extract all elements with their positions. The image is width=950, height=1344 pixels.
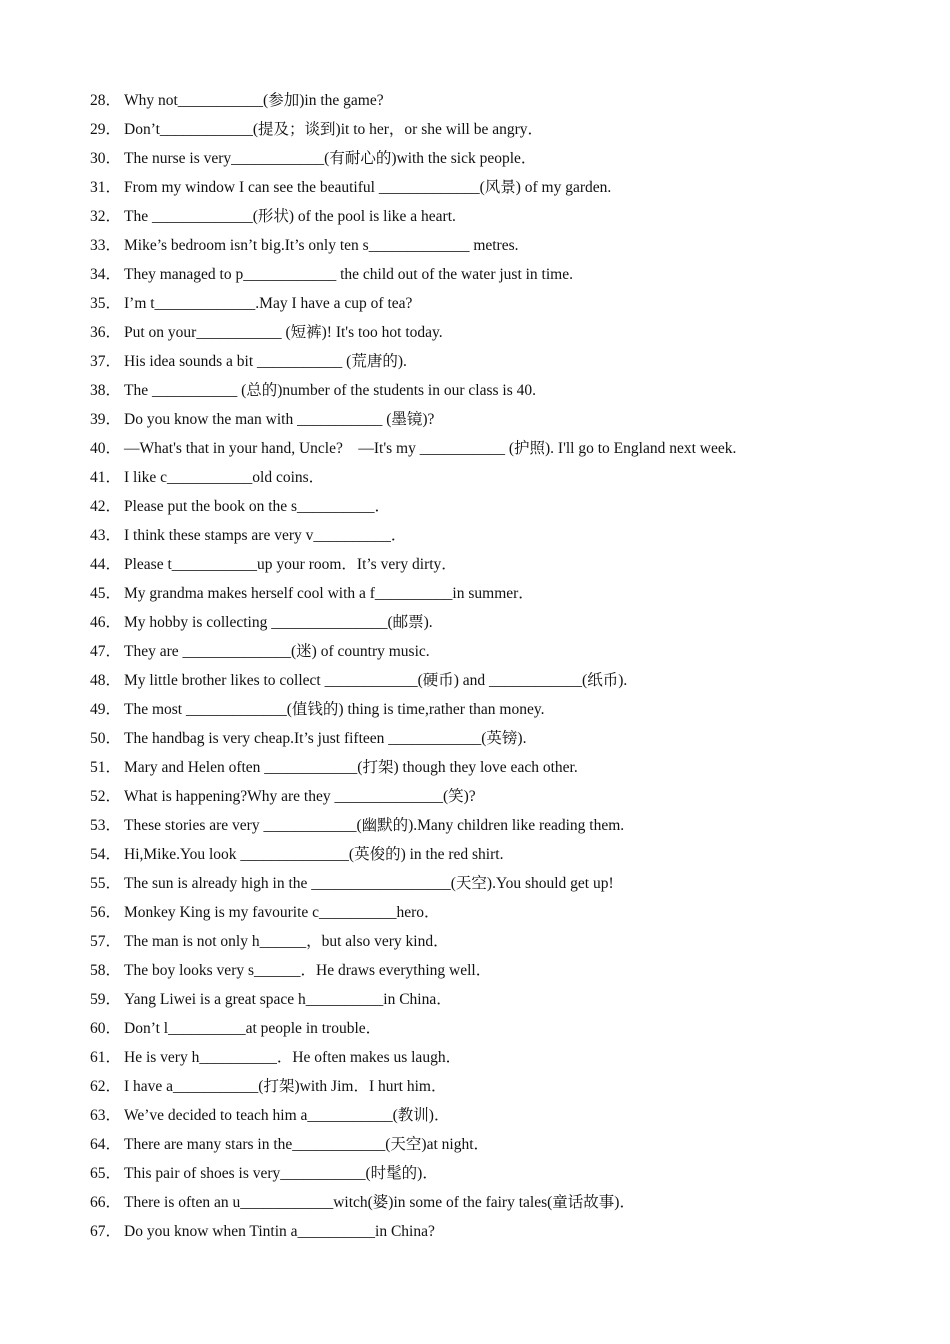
question-item bbox=[90, 987, 890, 1016]
question-text: Yang Liwei is a great space h__________in China． bbox=[124, 991, 452, 1008]
question-number: 47． bbox=[90, 643, 122, 660]
question-text: Mike’s bedroom isn’t big.It’s only ten s_____________ metres. bbox=[124, 237, 519, 254]
question-item bbox=[90, 494, 890, 523]
question-item bbox=[90, 668, 890, 697]
question-item bbox=[90, 1132, 890, 1161]
question-text: Don’t l__________at people in trouble． bbox=[124, 1020, 382, 1037]
question-number: 34． bbox=[90, 266, 122, 283]
question-text: This pair of shoes is very___________(时髦的)． bbox=[124, 1165, 438, 1182]
question-item bbox=[90, 117, 890, 146]
question-item bbox=[90, 842, 890, 871]
question-text: Do you know the man with ___________ (墨镜)? bbox=[124, 411, 435, 428]
question-text: Mary and Helen often ____________(打架) though they love each other. bbox=[124, 759, 578, 776]
question-item bbox=[90, 320, 890, 349]
question-number: 62． bbox=[90, 1078, 122, 1095]
question-number: 43． bbox=[90, 527, 122, 544]
question-number: 28． bbox=[90, 92, 122, 109]
question-item bbox=[90, 1219, 890, 1248]
question-number: 31． bbox=[90, 179, 122, 196]
question-number: 51． bbox=[90, 759, 122, 776]
question-number: 56． bbox=[90, 904, 122, 921]
question-text: Please t___________up your room．It’s very dirty． bbox=[124, 556, 457, 573]
question-item bbox=[90, 1074, 890, 1103]
question-number: 35． bbox=[90, 295, 122, 312]
question-text: The nurse is very____________(有耐心的)with the sick people． bbox=[124, 150, 537, 167]
question-item bbox=[90, 1190, 890, 1219]
question-number: 54． bbox=[90, 846, 122, 863]
question-item bbox=[90, 465, 890, 494]
question-text: I like c___________old coins． bbox=[124, 469, 325, 486]
question-item bbox=[90, 378, 890, 407]
question-item bbox=[90, 929, 890, 958]
question-text: Don’t____________(提及；谈到)it to her，or she will be angry． bbox=[124, 121, 544, 138]
question-item bbox=[90, 1045, 890, 1074]
question-item bbox=[90, 639, 890, 668]
question-text: —What's that in your hand, Uncle? —It's my ___________ (护照). I'll go to England next week. bbox=[124, 440, 737, 457]
question-number: 52． bbox=[90, 788, 122, 805]
question-item bbox=[90, 1161, 890, 1190]
question-number: 38． bbox=[90, 382, 122, 399]
question-text: Put on your___________ (短裤)! It's too hot today. bbox=[124, 324, 443, 341]
question-item bbox=[90, 233, 890, 262]
question-number: 59． bbox=[90, 991, 122, 1008]
question-text: The boy looks very s______．He draws everything well． bbox=[124, 962, 492, 979]
question-item bbox=[90, 146, 890, 175]
question-number: 40． bbox=[90, 440, 122, 457]
question-item bbox=[90, 349, 890, 378]
question-text: From my window I can see the beautiful _____________(风景) of my garden. bbox=[124, 179, 612, 196]
question-item bbox=[90, 958, 890, 987]
question-item bbox=[90, 581, 890, 610]
question-number: 44． bbox=[90, 556, 122, 573]
question-number: 36． bbox=[90, 324, 122, 341]
question-item bbox=[90, 407, 890, 436]
question-item bbox=[90, 813, 890, 842]
question-text: The handbag is very cheap.It’s just fifteen ____________(英镑). bbox=[124, 730, 527, 747]
question-item bbox=[90, 726, 890, 755]
question-item bbox=[90, 697, 890, 726]
question-text: He is very h__________．He often makes us laugh． bbox=[124, 1049, 462, 1066]
question-number: 32． bbox=[90, 208, 122, 225]
question-number: 42． bbox=[90, 498, 122, 515]
question-item bbox=[90, 291, 890, 320]
question-text: I’m t_____________.May I have a cup of tea? bbox=[124, 295, 413, 312]
question-number: 61． bbox=[90, 1049, 122, 1066]
question-number: 39． bbox=[90, 411, 122, 428]
question-number: 67． bbox=[90, 1223, 122, 1240]
question-text: The ___________ (总的)number of the students in our class is 40. bbox=[124, 382, 536, 399]
question-text: The _____________(形状) of the pool is like a heart. bbox=[124, 208, 456, 225]
question-number: 48． bbox=[90, 672, 122, 689]
question-item bbox=[90, 523, 890, 552]
worksheet-page bbox=[90, 88, 890, 1248]
question-item bbox=[90, 262, 890, 291]
question-text: The man is not only h______，but also very kind． bbox=[124, 933, 449, 950]
question-item bbox=[90, 1016, 890, 1045]
question-number: 60． bbox=[90, 1020, 122, 1037]
question-item bbox=[90, 871, 890, 900]
question-item bbox=[90, 784, 890, 813]
question-item bbox=[90, 175, 890, 204]
question-number: 41． bbox=[90, 469, 122, 486]
question-text: The most _____________(值钱的) thing is time,rather than money. bbox=[124, 701, 545, 718]
question-text: There are many stars in the____________(天空)at night． bbox=[124, 1136, 490, 1153]
question-text: There is often an u____________witch(婆)in some of the fairy tales(童话故事)． bbox=[124, 1194, 635, 1211]
question-number: 57． bbox=[90, 933, 122, 950]
question-item bbox=[90, 88, 890, 117]
question-number: 37． bbox=[90, 353, 122, 370]
question-text: I think these stamps are very v__________． bbox=[124, 527, 407, 544]
question-text: Why not___________(参加)in the game? bbox=[124, 92, 384, 109]
question-number: 53． bbox=[90, 817, 122, 834]
question-number: 65． bbox=[90, 1165, 122, 1182]
question-item bbox=[90, 204, 890, 233]
question-number: 49． bbox=[90, 701, 122, 718]
question-item bbox=[90, 900, 890, 929]
question-number: 45． bbox=[90, 585, 122, 602]
question-text: They are ______________(迷) of country music. bbox=[124, 643, 430, 660]
question-text: Please put the book on the s__________． bbox=[124, 498, 391, 515]
question-number: 50． bbox=[90, 730, 122, 747]
question-text: My hobby is collecting _______________(邮票). bbox=[124, 614, 433, 631]
question-item bbox=[90, 436, 890, 465]
question-text: I have a___________(打架)with Jim．I hurt him． bbox=[124, 1078, 447, 1095]
question-text: Monkey King is my favourite c__________hero． bbox=[124, 904, 440, 921]
question-number: 29． bbox=[90, 121, 122, 138]
question-text: They managed to p____________ the child out of the water just in time. bbox=[124, 266, 573, 283]
question-text: Hi,Mike.You look ______________(英俊的) in the red shirt. bbox=[124, 846, 504, 863]
question-item bbox=[90, 552, 890, 581]
question-number: 58． bbox=[90, 962, 122, 979]
question-number: 33． bbox=[90, 237, 122, 254]
question-text: What is happening?Why are they ______________(笑)? bbox=[124, 788, 476, 805]
question-number: 64． bbox=[90, 1136, 122, 1153]
question-text: The sun is already high in the __________________(天空).You should get up! bbox=[124, 875, 614, 892]
question-number: 63． bbox=[90, 1107, 122, 1124]
question-text: My little brother likes to collect ____________(硬币) and ____________(纸币). bbox=[124, 672, 628, 689]
question-number: 66． bbox=[90, 1194, 122, 1211]
question-text: These stories are very ____________(幽默的).Many children like reading them. bbox=[124, 817, 625, 834]
question-text: Do you know when Tintin a__________in China? bbox=[124, 1223, 435, 1240]
question-number: 30． bbox=[90, 150, 122, 167]
question-text: We’ve decided to teach him a___________(教训)． bbox=[124, 1107, 450, 1124]
question-text: His idea sounds a bit ___________ (荒唐的). bbox=[124, 353, 407, 370]
question-number: 55． bbox=[90, 875, 122, 892]
question-text: My grandma makes herself cool with a f__________in summer． bbox=[124, 585, 534, 602]
question-item bbox=[90, 1103, 890, 1132]
question-item bbox=[90, 610, 890, 639]
question-number: 46． bbox=[90, 614, 122, 631]
question-item bbox=[90, 755, 890, 784]
